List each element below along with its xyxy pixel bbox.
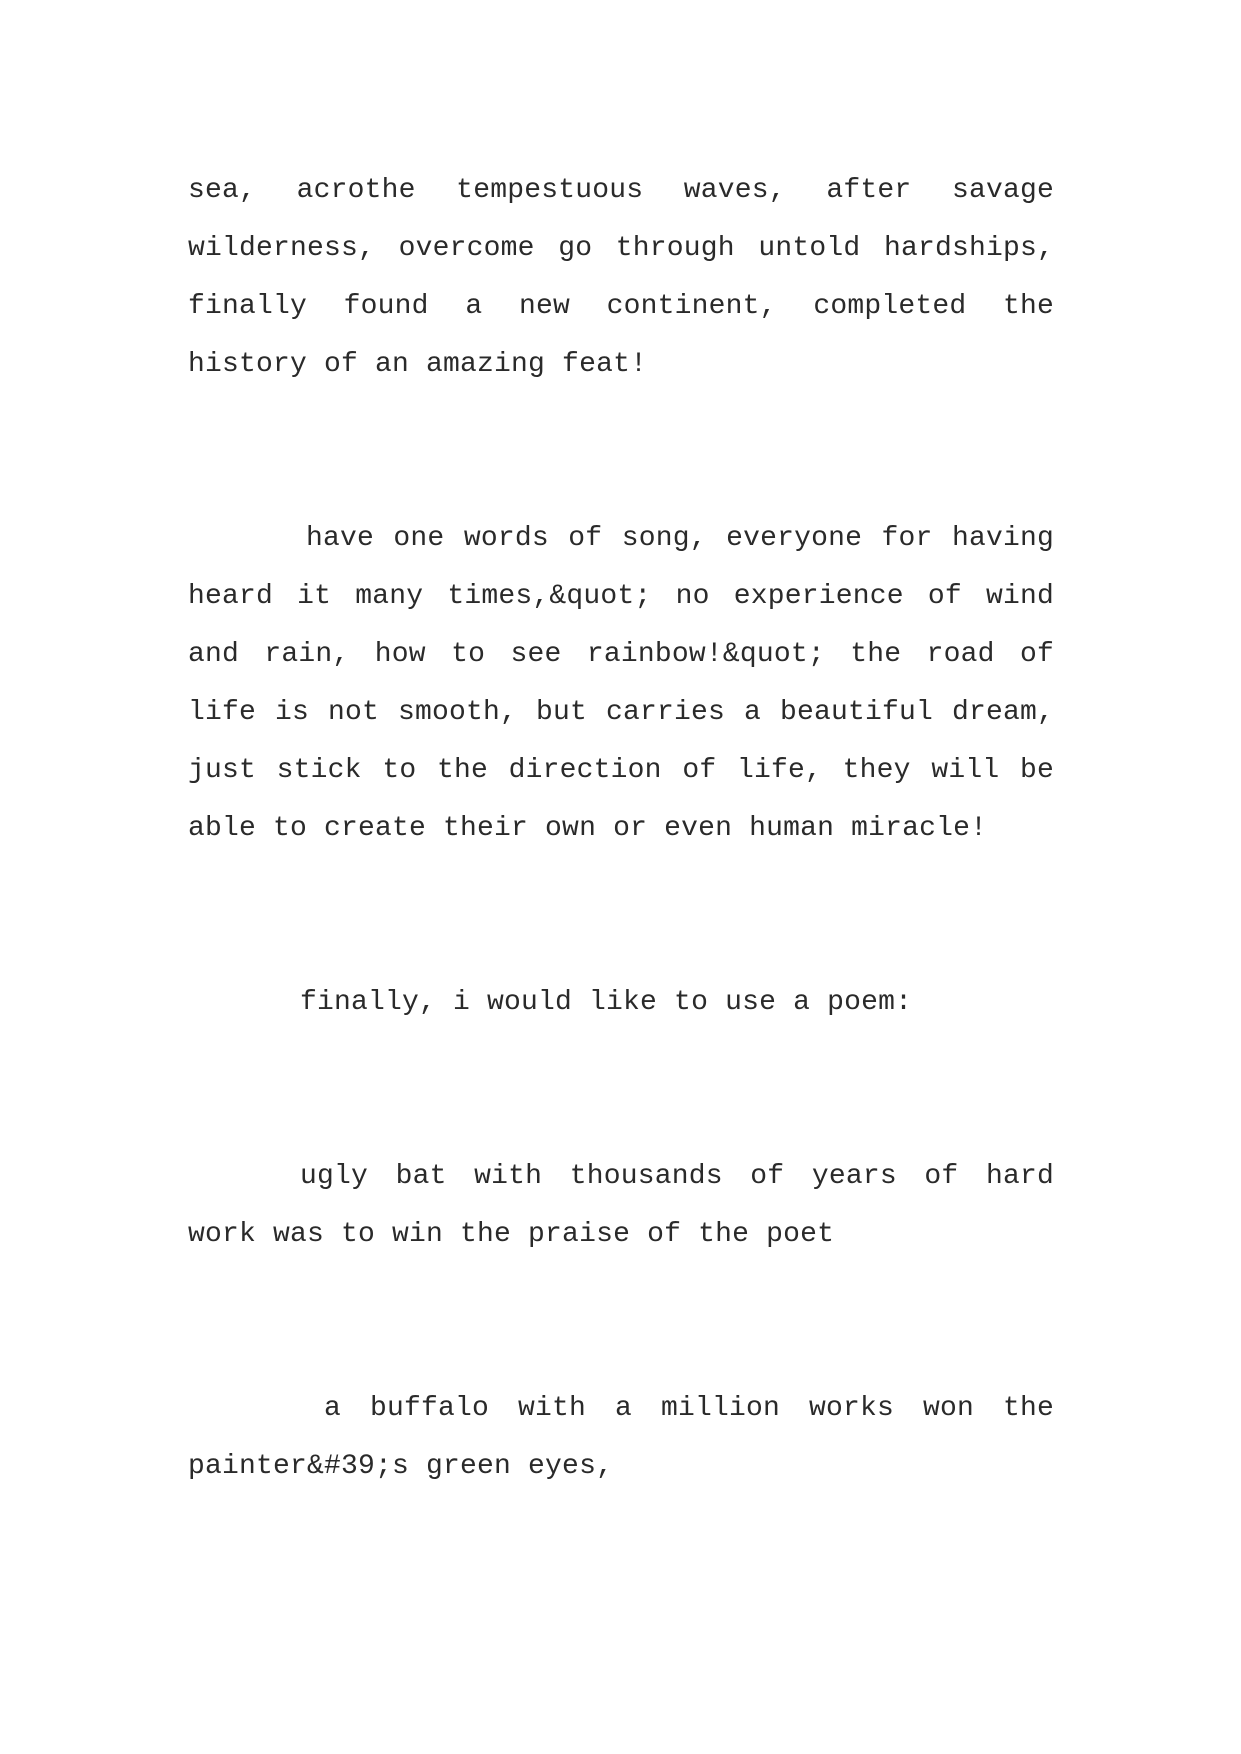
paragraph: ugly bat with thousands of years of hard work was to win the praise of the poet — [188, 1161, 1054, 1250]
paragraph: finally, i would like to use a poem: — [300, 987, 913, 1018]
paragraph: have one words of song, everyone for having heard it many times,&quot; no experience of wind and rain, how to see rainbow!&quot; the road of life is not smooth, but carries a beautiful dream, just stick to the direction of life, they will be able to create their own or even human miracle! — [188, 523, 1054, 844]
document-body — [188, 162, 1054, 1496]
paragraph: sea, acrothe tempestuous waves, after savage wilderness, overcome go through untold hardships, finally found a new continent, completed the history of an amazing feat! — [188, 175, 1054, 380]
paragraph: a buffalo with a million works won the painter&#39;s green eyes, — [188, 1393, 1054, 1482]
